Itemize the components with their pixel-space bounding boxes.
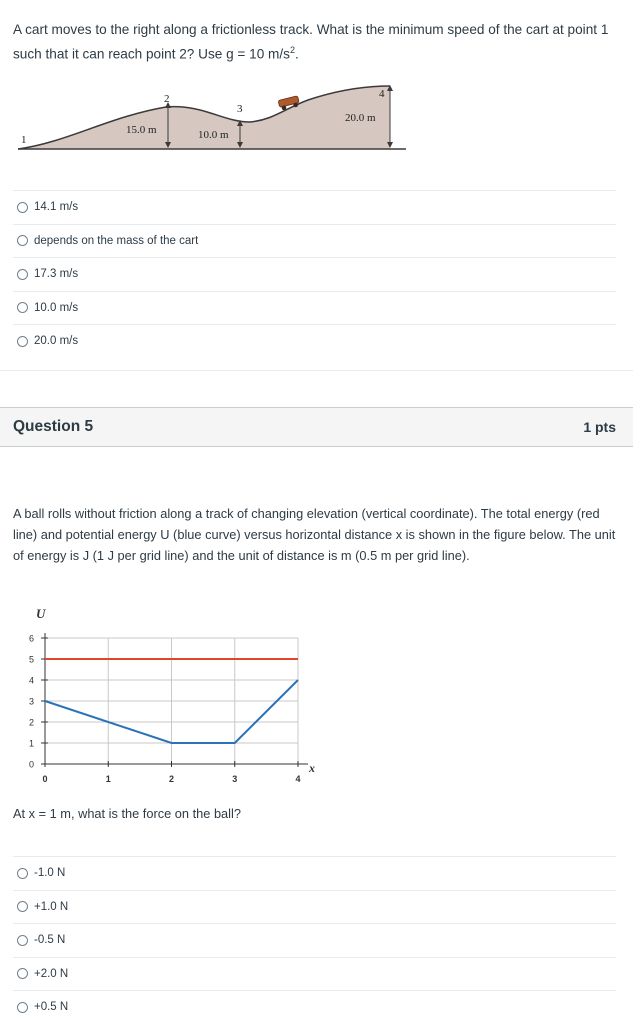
y-tick-label: 1	[29, 738, 35, 749]
point-label-1: 1	[21, 134, 27, 146]
answer-option[interactable]	[13, 190, 616, 224]
answer-label: -0.5 N	[34, 934, 66, 947]
answer-label: -1.0 N	[34, 867, 66, 880]
x-tick-label: 0	[42, 774, 48, 784]
y-tick-label: 5	[29, 654, 35, 665]
radio-button[interactable]	[17, 901, 28, 912]
answer-option[interactable]	[13, 324, 616, 358]
answer-label: 10.0 m/s	[34, 301, 79, 314]
answer-option[interactable]	[13, 890, 616, 924]
height-label-10: 10.0 m	[198, 129, 229, 141]
radio-button[interactable]	[17, 935, 28, 946]
question-4-text	[13, 20, 618, 65]
height-label-20: 20.0 m	[345, 112, 376, 124]
answer-label: 20.0 m/s	[34, 335, 79, 348]
energy-chart	[0, 598, 340, 793]
x-tick-label: 3	[232, 774, 238, 784]
question-4-answers	[13, 190, 616, 358]
radio-button[interactable]	[17, 202, 28, 213]
x-tick-label: 2	[168, 774, 175, 784]
height-label-15: 15.0 m	[126, 124, 157, 136]
answer-option[interactable]	[13, 923, 616, 957]
question-5-text: A ball rolls without friction along a track of changing elevation (vertical coordinate). The total energy (red line) and potential energy U (blue curve) versus horizontal distance x is shown in the figure below. The unit of energy is J (1 J per grid line) and the unit of distance is m (0.5 m per grid line).	[13, 506, 616, 563]
y-tick-label: 6	[29, 633, 35, 644]
question-5-prompt: At x = 1 m, what is the force on the ball?	[13, 806, 241, 821]
answer-label: 17.3 m/s	[34, 268, 79, 281]
radio-button[interactable]	[17, 968, 28, 979]
track-figure	[18, 82, 408, 154]
point-label-4: 4	[379, 88, 385, 100]
question-4-text-main: A cart moves to the right along a frictionless track. What is the minimum speed of the cart at point 1 such that it can reach point 2? Use g = 10 m/s	[13, 22, 609, 62]
answer-label: depends on the mass of the cart	[34, 234, 199, 247]
y-tick-label: 2	[29, 717, 35, 728]
question-5-answers	[13, 856, 616, 1024]
radio-button[interactable]	[17, 868, 28, 879]
point-label-2: 2	[164, 93, 170, 105]
x-tick-label: 1	[105, 774, 111, 784]
answer-option[interactable]	[13, 957, 616, 991]
radio-button[interactable]	[17, 302, 28, 313]
point-label-3: 3	[237, 103, 243, 115]
x-tick-label: 4	[295, 774, 301, 784]
radio-button[interactable]	[17, 235, 28, 246]
answer-option[interactable]	[13, 990, 616, 1024]
answer-option[interactable]	[13, 224, 616, 258]
answer-label: +0.5 N	[34, 1001, 69, 1014]
question-4-text-superscript: 2	[289, 45, 295, 55]
answer-option[interactable]	[13, 291, 616, 325]
y-tick-label: 3	[29, 696, 35, 707]
answer-option[interactable]	[13, 257, 616, 291]
y-tick-label: 0	[29, 759, 35, 770]
question-points: 1 pts	[583, 419, 616, 435]
radio-button[interactable]	[17, 336, 28, 347]
y-tick-label: 4	[29, 675, 35, 686]
radio-button[interactable]	[17, 1002, 28, 1013]
question-5-header	[0, 407, 633, 447]
question-separator	[0, 370, 633, 371]
answer-label: 14.1 m/s	[34, 201, 79, 214]
radio-button[interactable]	[17, 269, 28, 280]
answer-label: +2.0 N	[34, 967, 69, 980]
x-axis-label: x	[309, 761, 315, 775]
answer-label: +1.0 N	[34, 900, 69, 913]
question-4-text-end: .	[294, 46, 299, 62]
question-title: Question 5	[13, 418, 94, 435]
answer-option[interactable]	[13, 856, 616, 890]
y-axis-label: U	[36, 606, 46, 621]
